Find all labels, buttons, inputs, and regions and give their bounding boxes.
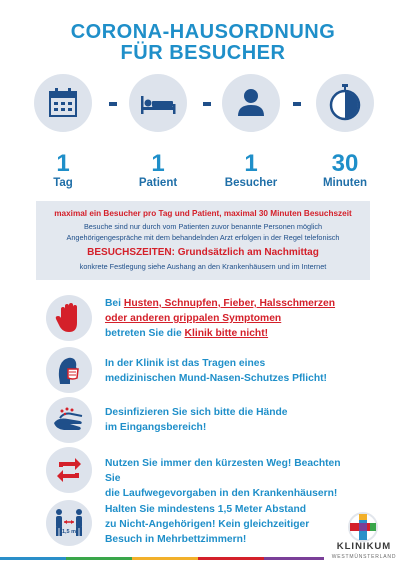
- visiting-info-box: [36, 201, 370, 280]
- info-line-max-visitors: maximal ein Besucher pro Tag und Patient, maximal 30 Minuten Besuchszeit: [54, 209, 352, 218]
- calendar-icon: [34, 74, 92, 132]
- stat-number-patient: 1: [151, 150, 165, 177]
- stat-label-minutes: Minuten: [322, 177, 368, 189]
- stopwatch-icon: [316, 74, 374, 132]
- logo-name: KLINIKUM: [336, 541, 392, 552]
- stat-number-minutes: 30: [331, 150, 359, 177]
- rule-distance-line3: Besuch in Mehrbettzimmern!: [105, 534, 247, 545]
- rule-disinfect-text: [105, 405, 345, 435]
- separator-dash: [293, 102, 301, 106]
- color-stripe: [198, 557, 264, 560]
- rule-disinfect-line2: im Eingangsbereich!: [105, 422, 207, 433]
- info-line-doctor-talks: Angehörigengespräche mit dem behandelnden Arzt erfolgen in der Regel telefonisch: [66, 233, 340, 242]
- rule-mask-line2: medizinischen Mund-Nasen-Schutzes Pflicht!: [105, 373, 327, 384]
- rule-symptoms-list: Husten, Schnupfen, Fieber, Halsschmerzen: [123, 298, 336, 309]
- bed-icon: [129, 74, 187, 132]
- rule-distance-text: [105, 502, 345, 547]
- rule-mask-line1: In der Klinik ist das Tragen eines: [105, 358, 266, 369]
- distance-label: 1,5 m: [61, 529, 77, 535]
- face-mask-icon: [46, 347, 92, 393]
- distance-icon: [46, 500, 92, 546]
- rule-path-line1: Nutzen Sie immer den kürzesten Weg! Beachten Sie: [105, 458, 341, 484]
- stat-number-day: 1: [56, 150, 70, 177]
- rule-mask-text: [105, 356, 345, 386]
- rule-symptoms-prefix: Bei: [105, 298, 124, 309]
- color-stripe: [132, 557, 198, 560]
- separator-dash: [203, 102, 211, 106]
- poster-title-line2: FÜR BESUCHER: [120, 42, 286, 64]
- separator-dash: [109, 102, 117, 106]
- stop-hand-icon: [46, 295, 92, 341]
- stat-label-visitor: Besucher: [224, 177, 278, 189]
- poster-title-line1: CORONA-HAUSORDNUNG: [70, 21, 336, 43]
- rule-disinfect-line1: Desinfizieren Sie sich bitte die Hände: [105, 407, 288, 418]
- hand-disinfection-icon: [46, 397, 92, 443]
- rule-symptoms-other: oder anderen grippalen Symptomen: [105, 313, 282, 324]
- rule-distance-line2: zu Nicht-Angehörigen! Kein gleichzeitiger: [105, 519, 310, 530]
- info-line-named-persons: Besuche sind nur durch vom Patienten zuvor benannte Personen möglich: [83, 222, 323, 231]
- rule-symptoms-not: Klinik bitte nicht!: [184, 328, 269, 339]
- rule-path-line2: die Laufwegevorgaben in den Krankenhäusern!: [105, 488, 338, 499]
- color-stripe: [264, 557, 324, 560]
- person-icon: [222, 74, 280, 132]
- rule-distance-line1: Halten Sie mindestens 1,5 Meter Abstand: [105, 504, 307, 515]
- color-stripe: [66, 557, 132, 560]
- rule-symptoms-enter: betreten Sie die: [105, 328, 185, 339]
- rule-symptoms-text: [105, 296, 345, 341]
- color-stripe: [0, 557, 66, 560]
- info-line-details: konkrete Festlegung siehe Aushang an den Krankenhäusern und im Internet: [79, 262, 327, 271]
- stat-label-day: Tag: [53, 177, 73, 189]
- info-line-visiting-hours: BESUCHSZEITEN: Grundsätzlich am Nachmittag: [87, 247, 319, 258]
- shortest-path-icon: [46, 447, 92, 493]
- stat-label-patient: Patient: [138, 177, 178, 189]
- logo-subtitle: WESTMÜNSTERLAND: [331, 554, 397, 560]
- rule-path-text: [105, 456, 345, 501]
- stat-number-visitor: 1: [244, 150, 258, 177]
